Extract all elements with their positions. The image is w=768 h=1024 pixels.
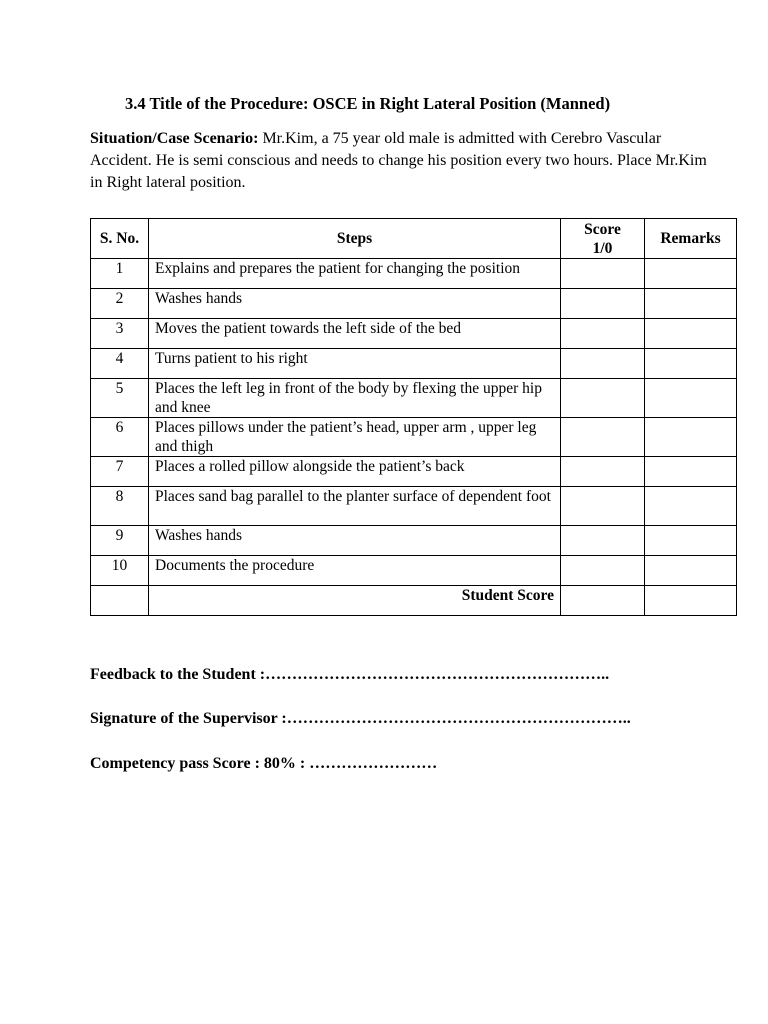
header-steps: Steps bbox=[149, 219, 561, 259]
score-cell[interactable] bbox=[561, 457, 645, 487]
row-sno: 5 bbox=[91, 379, 149, 418]
row-sno: 3 bbox=[91, 319, 149, 349]
score-cell[interactable] bbox=[561, 526, 645, 556]
row-sno: 9 bbox=[91, 526, 149, 556]
remarks-cell[interactable] bbox=[645, 418, 737, 457]
row-step: Places sand bag parallel to the planter surface of dependent foot bbox=[149, 487, 561, 526]
remarks-cell[interactable] bbox=[645, 457, 737, 487]
row-step: Documents the procedure bbox=[149, 556, 561, 586]
score-cell[interactable] bbox=[561, 319, 645, 349]
remarks-cell[interactable] bbox=[645, 319, 737, 349]
row-sno: 8 bbox=[91, 487, 149, 526]
case-scenario bbox=[90, 128, 710, 194]
remarks-cell[interactable] bbox=[645, 487, 737, 526]
total-remarks-cell[interactable] bbox=[645, 586, 737, 616]
row-sno: 6 bbox=[91, 418, 149, 457]
remarks-cell[interactable] bbox=[645, 259, 737, 289]
header-remarks: Remarks bbox=[645, 219, 737, 259]
scenario-label: Situation/Case Scenario: bbox=[90, 130, 259, 147]
total-sno-cell bbox=[91, 586, 149, 616]
score-cell[interactable] bbox=[561, 379, 645, 418]
score-cell[interactable] bbox=[561, 289, 645, 319]
procedure-steps-table bbox=[90, 218, 737, 616]
header-score-line2: 1/0 bbox=[592, 239, 613, 257]
remarks-cell[interactable] bbox=[645, 556, 737, 586]
scenario-text: Mr.Kim, a 75 year old male is admitted with Cerebro Vascular Accident. He is semi conscious and needs to change his position every two hours. Place Mr.Kim in Right lateral position. bbox=[90, 130, 707, 191]
score-cell[interactable] bbox=[561, 487, 645, 526]
score-cell[interactable] bbox=[561, 418, 645, 457]
competency-pass-score: Competency pass Score : 80% : …………………… bbox=[90, 755, 438, 772]
remarks-cell[interactable] bbox=[645, 379, 737, 418]
row-sno: 4 bbox=[91, 349, 149, 379]
row-step: Places a rolled pillow alongside the patient’s back bbox=[149, 457, 561, 487]
row-step: Turns patient to his right bbox=[149, 349, 561, 379]
table-row bbox=[91, 319, 737, 349]
row-sno: 2 bbox=[91, 289, 149, 319]
row-step: Places pillows under the patient’s head, upper arm , upper leg and thigh bbox=[149, 418, 561, 457]
student-score-label: Student Score bbox=[149, 586, 561, 616]
table-row bbox=[91, 289, 737, 319]
remarks-cell[interactable] bbox=[645, 289, 737, 319]
row-sno: 7 bbox=[91, 457, 149, 487]
row-step: Places the left leg in front of the body by flexing the upper hip and knee bbox=[149, 379, 561, 418]
row-sno: 10 bbox=[91, 556, 149, 586]
score-cell[interactable] bbox=[561, 349, 645, 379]
feedback-line: Feedback to the Student :……………………………………………………….. bbox=[90, 666, 610, 683]
remarks-cell[interactable] bbox=[645, 349, 737, 379]
table-row bbox=[91, 259, 737, 289]
total-score-cell[interactable] bbox=[561, 586, 645, 616]
table-row bbox=[91, 556, 737, 586]
header-score bbox=[561, 219, 645, 259]
row-step: Moves the patient towards the left side of the bed bbox=[149, 319, 561, 349]
row-step: Washes hands bbox=[149, 289, 561, 319]
table-header-row bbox=[91, 219, 737, 259]
procedure-title: 3.4 Title of the Procedure: OSCE in Right Lateral Position (Manned) bbox=[125, 94, 611, 113]
row-step: Explains and prepares the patient for changing the position bbox=[149, 259, 561, 289]
supervisor-signature-line: Signature of the Supervisor :……………………………………………………….. bbox=[90, 710, 631, 727]
header-score-line1: Score bbox=[584, 220, 621, 238]
remarks-cell[interactable] bbox=[645, 526, 737, 556]
table-row bbox=[91, 487, 737, 526]
row-step: Washes hands bbox=[149, 526, 561, 556]
table-row bbox=[91, 526, 737, 556]
score-cell[interactable] bbox=[561, 259, 645, 289]
score-cell[interactable] bbox=[561, 556, 645, 586]
header-sno: S. No. bbox=[91, 219, 149, 259]
table-row bbox=[91, 457, 737, 487]
table-row bbox=[91, 379, 737, 418]
table-row bbox=[91, 418, 737, 457]
student-score-row bbox=[91, 586, 737, 616]
row-sno: 1 bbox=[91, 259, 149, 289]
table-row bbox=[91, 349, 737, 379]
